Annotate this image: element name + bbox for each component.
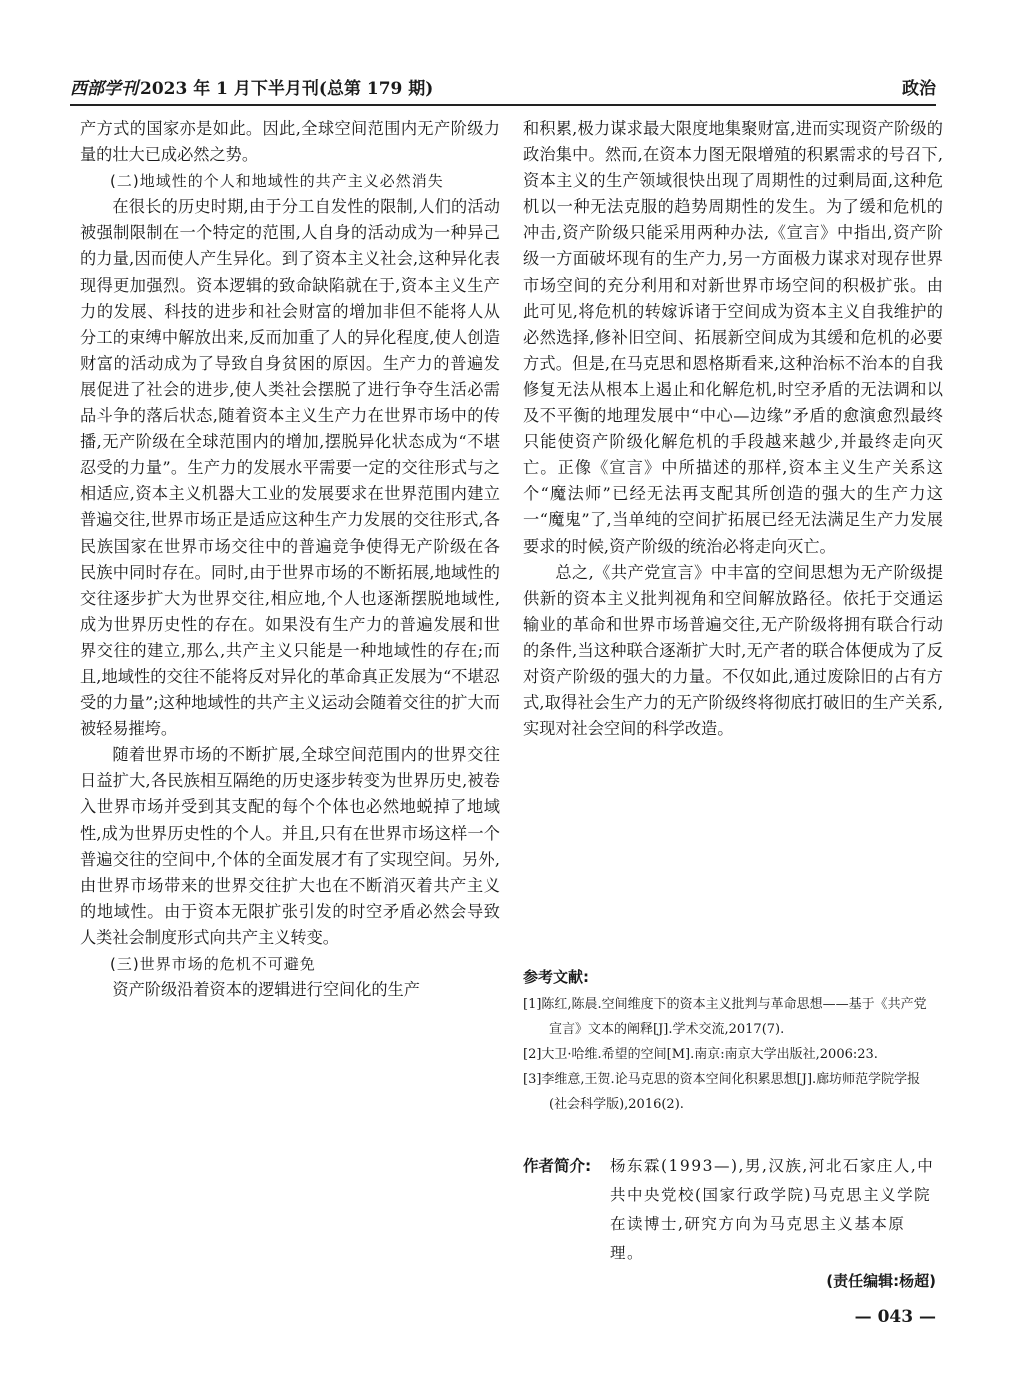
reference-item: [1]陈红,陈晨.空间维度下的资本主义批判与革命思想——基于《共产党宣言》文本的阐释[J].学术交流,2017(7). xyxy=(523,997,927,1037)
header-divider xyxy=(70,104,936,106)
reference-item: [3]李维意,王贺.论马克思的资本空间化积累思想[J].廊坊师范学院学报(社会科学版),2016(2). xyxy=(523,1072,921,1112)
author-bio-text: 杨东霖(1993—),男,汉族,河北石家庄人,中共中央党校(国家行政学院)马克思主义学院在读博士,研究方向为马克思主义基本原理。 xyxy=(610,1157,935,1262)
references-title: 参考文献: xyxy=(523,968,589,986)
responsible-editor: (责任编辑:杨超) xyxy=(826,1272,936,1290)
author-bio xyxy=(523,1152,938,1268)
left-paragraph-2: 在很长的历史时期,由于分工自发性的限制,人们的活动被强制限制在一个特定的范围,人自身的活动成为一种异己的力量,因而使人产生异化。到了资本主义社会,这种异化表现得更加强烈。资本逻辑的致命缺陷就在于,资本主义生产力的发展、科技的进步和社会财富的增加非但不能将人从分工的束缚中解放出来,反而加重了人的异化程度,使人创造财富的活动成为了导致自身贫困的原因。生产力的普遍发展促进了社会的进步,使人类社会摆脱了进行争夺生活必需品斗争的落后状态,随着资本主义生产力在世界市场中的传播,无产阶级在全球范围内的增加,摆脱异化状态成为“不堪忍受的力量”。生产力的发展水平需要一定的交往形式与之相适应,资本主义机器大工业的发展要求在世界范围内建立普遍交往,世界市场正是适应这种生产力发展的交往形式,各民族国家在世界市场交往中的普遍竞争使得无产阶级在各民族中同时存在。同时,由于世界市场的不断拓展,地域性的交往逐步扩大为世界交往,相应地,个人也逐渐摆脱地域性,成为世界历史性的存在。如果没有生产力的普遍发展和世界交往的建立,那么,共产主义只能是一种地域性的存在;而且,地域性的交往不能将反对异化的革命真正发展为“不堪忍受的力量”;这种地域性的共产主义运动会随着交往的扩大而被轻易摧垮。 xyxy=(80,197,500,739)
journal-logo: 西部学刊 xyxy=(70,79,138,99)
section-name: 政治 xyxy=(902,79,936,99)
journal-issue-line xyxy=(70,74,433,99)
right-column xyxy=(523,116,943,742)
left-paragraph-1: 产方式的国家亦是如此。因此,全球空间范围内无产阶级力量的壮大已成必然之势。 xyxy=(80,119,500,165)
left-paragraph-3: 随着世界市场的不断扩展,全球空间范围内的世界交往日益扩大,各民族相互隔绝的历史逐步转变为世界历史,被卷入世界市场并受到其支配的每个个体也必然地蜕掉了地域性,成为世界历史性的个人。并且,只有在世界市场这样一个普遍交往的空间中,个体的全面发展才有了实现空间。另外,由世界市场带来的世界交往扩大也在不断消灭着共产主义的地域性。由于资本无限扩张引发的时空矛盾必然会导致人类社会制度形式向共产主义转变。 xyxy=(80,745,500,947)
references-list xyxy=(523,992,938,1117)
left-paragraph-4: 资产阶级沿着资本的逻辑进行空间化的生产 xyxy=(112,980,420,1000)
left-column xyxy=(80,116,500,1003)
reference-item: [2]大卫·哈维.希望的空间[M].南京:南京大学出版社,2006:23. xyxy=(523,1047,878,1062)
author-bio-label: 作者简介: xyxy=(523,1157,592,1175)
page-number: — 043 — xyxy=(854,1307,936,1327)
section-heading-3: (三)世界市场的危机不可避免 xyxy=(110,955,316,973)
right-paragraph-2: 总之,《共产党宣言》中丰富的空间思想为无产阶级提供新的资本主义批判视角和空间解放路径。依托于交通运输业的革命和世界市场普遍交往,无产阶级将拥有联合行动的条件,当这种联合逐渐扩大时,无产者的联合体便成为了反对资产阶级的强大的力量。不仅如此,通过废除旧的占有方式,取得社会生产力的无产阶级终将彻底打破旧的生产关系,实现对社会空间的科学改造。 xyxy=(523,562,943,739)
page-header xyxy=(70,72,936,102)
section-heading-2: (二)地域性的个人和地域性的共产主义必然消失 xyxy=(110,172,444,191)
right-paragraph-1: 和积累,极力谋求最大限度地集聚财富,进而实现资产阶级的政治集中。然而,在资本力图无限增殖的积累需求的号召下,资本主义的生产领域很快出现了周期性的过剩局面,这种危机以一种无法克服的趋势周期性的发生。为了缓和危机的冲击,资产阶级只能采用两种办法,《宣言》中指出,资产阶级一方面破坏现有的生产力,另一方面极力谋求对现存世界市场空间的充分利用和对新世界市场空间的积极扩张。由此可见,将危机的转嫁诉诸于空间成为资本主义自我维护的必然选择,修补旧空间、拓展新空间成为其缓和危机的必要方式。但是,在马克思和恩格斯看来,这种治标不治本的自我修复无法从根本上遏止和化解危机,时空矛盾的无法调和以及不平衡的地理发展中“中心—边缘”矛盾的愈演愈烈最终只能使资产阶级化解危机的手段越来越少,并最终走向灭亡。正像《宣言》中所描述的那样,资本主义生产关系这个“魔法师”已经无法再支配其所创造的强大的生产力这一“魔鬼”了,当单纯的空间扩拓展已经无法满足生产力发展要求的时候,资产阶级的统治必将走向灭亡。 xyxy=(523,119,943,556)
issue-info: 2023 年 1 月下半月刊(总第 179 期) xyxy=(140,79,434,99)
